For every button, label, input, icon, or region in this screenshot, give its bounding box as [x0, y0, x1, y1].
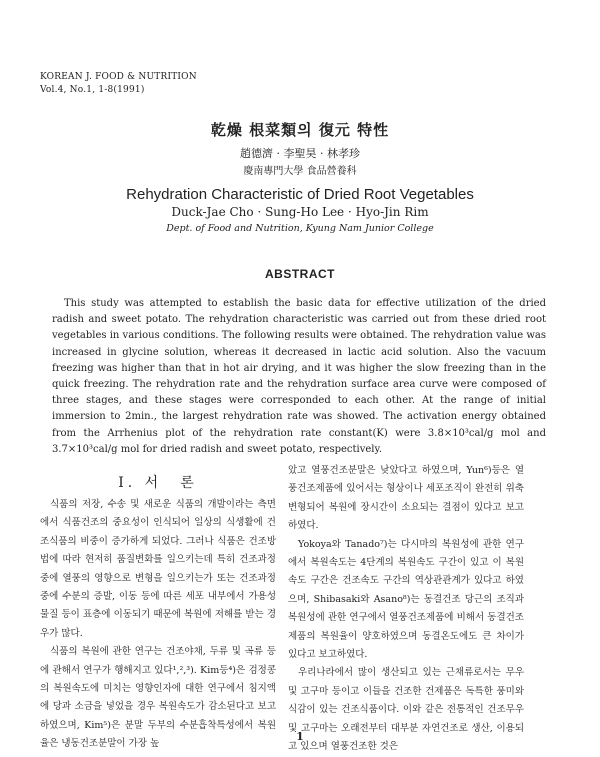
left-column — [40, 472, 276, 754]
section-heading-introduction: Ⅰ. 서 론 — [118, 475, 198, 491]
left-paragraph-1: 식품의 저장, 수송 및 새로운 식품의 개발이라는 측면에서 식품건조의 중요성이 인식되어 일상의 식생활에 건조식품의 비중이 증가하게 되었다. 그러나 식품은 건조방법에 따라 현저히 품질변화를 일으키는데 특히 건조과정중에 열풍의 영향으로 변형을 일으키는가 또는 건조과정중에 수분의 증발, 이동 등에 따른 세포 내부에서 가용성 물질 등이 표층에 이동되기 때문에 복원에 저해를 받는 경우가 많다. — [40, 499, 276, 639]
right-paragraph-1: 았고 열풍건조분말은 낮았다고 하였으며, Yun⁶)등은 열풍건조제품에 있어서는 형상이나 세포조직이 완전히 위축변형되어 복원에 장시간이 소요되는 결점이 있다고 보고하였다. — [288, 465, 524, 532]
authors-korean: 趙德濟 · 李聖昊 · 林孝珍 — [240, 147, 360, 160]
title-korean: 乾燥 根菜類의 復元 特性 — [210, 121, 390, 139]
title-english: Rehydration Characteristic of Dried Root Vegetables — [126, 186, 474, 203]
journal-name: KOREAN J. FOOD & NUTRITION — [40, 72, 197, 82]
affiliation-english: Dept. of Food and Nutrition, Kyung Nam Junior College — [166, 223, 434, 234]
authors-english: Duck-Jae Cho · Sung-Ho Lee · Hyo-Jin Rim — [171, 205, 429, 219]
abstract-text: This study was attempted to establish the basic data for effective utilization of the dried radish and sweet potato. The rehydration characteristic was carried out from these dried root vegetables in various conditions. The following results were obtained. The rehydration value was increased in glycine solution, whereas it decreased in lactic acid solution. Also the vacuum freezing was higher than that in hot air drying, and it was higher the slow freezing than in the quick freezing. The rehydration rate and the rehydration surface area curve were composed of three stages, and these stages were corresponded to each other. At the range of initial immersion to 2min., the largest rehydration rate was showed. The activation energy obtained from the Arrhenius plot of the rehydration rate constant(K) were 3.8×10³cal/g mol and 3.7×10³cal/g mol for dried radish and sweet potato, respectively. — [52, 298, 546, 455]
left-paragraph-2: 식품의 복원에 관한 연구는 건조야채, 두류 및 곡류 등에 관해서 연구가 행해지고 있다¹,²,³). Kim등⁴)은 검정콩의 복원속도에 미치는 영향인자에 대한 연구에서 침지액에 당과 소금을 넣었을 경우 복원속도가 감소된다고 보고하였으며, Kim⁵)은 분말 두부의 수분흡착특성에서 복원율은 냉동건조분말이 가장 높 — [40, 646, 276, 750]
journal-volume: Vol.4, No.1, 1-8(1991) — [40, 85, 145, 95]
right-paragraph-3: 우리나라에서 많이 생산되고 있는 근채류로서는 무우 및 고구마 등이고 이들을 건조한 건제품은 독특한 풍미와 식감이 있는 건조식품이다. 이와 같은 전통적인 건조무우 및 고구마는 오래전부터 대부분 자연건조로 생산, 이용되고 있으며 열풍건조한 것은 — [288, 667, 524, 753]
abstract-body — [52, 296, 546, 458]
right-column — [288, 462, 524, 757]
right-paragraph-2: Yokoya와 Tanado⁷)는 다시마의 복원성에 관한 연구에서 복원속도는 4단계의 복원속도 구간이 있고 이 복원속도 구간은 건조속도 구간의 역상관관계가 있다고 하였으며, Shibasaki와 Asano⁸)는 동결건조 당근의 조직과 복원성에 관한 연구에서 열풍건조제품에 비해서 동결건조제품의 복원율이 양호하였으며 동결온도에도 큰 차이가 있다고 보고하였다. — [288, 538, 524, 661]
abstract-heading: ABSTRACT — [265, 267, 335, 281]
affiliation-korean: 慶南專門大學 食品營養科 — [243, 166, 357, 177]
journal-header — [40, 71, 197, 97]
page-number: 1 — [296, 730, 304, 743]
